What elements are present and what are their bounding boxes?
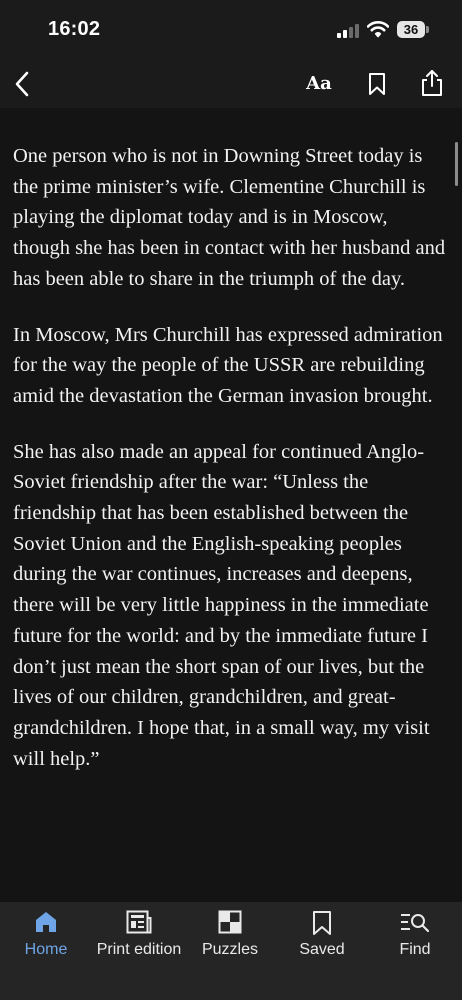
tab-find[interactable] [376, 902, 454, 970]
tab-home[interactable] [6, 902, 86, 970]
article-paragraph: She has also made an appeal for continued Anglo-Soviet friendship after the war: “Unless the friendship that has been established between the Soviet Union and the English-speaking peoples during the war continues, increases and deepens, there will be very little happiness in the immediate future for the world: and by the immediate future I don’t just mean the short span of our lives, but the lives of our children, grandchildren, and great-grandchildren. I hope that, in a small way, my visit will help.” [13, 440, 430, 770]
tab-saved[interactable] [283, 902, 361, 970]
bookmark-icon [368, 72, 386, 96]
tab-label: Saved [299, 941, 345, 958]
chevron-left-icon [14, 71, 30, 97]
share-button[interactable] [416, 64, 448, 102]
tab-label: Print edition [96, 941, 182, 958]
tab-label: Puzzles [201, 941, 259, 958]
battery-indicator: 36 [397, 21, 425, 38]
cellular-signal-icon [337, 24, 359, 38]
battery-tip [426, 26, 429, 33]
tab-label: Home [24, 941, 68, 958]
bottom-tab-bar [0, 902, 462, 1000]
article-toolbar [0, 60, 462, 108]
scroll-indicator[interactable] [455, 142, 458, 186]
article-paragraph: One person who is not in Downing Street today is the prime minister’s wife. Clementine Churchill is playing the diplomat today and is in Moscow, though she has been in contact with her husband and has been able to share in the triumph of the day. [13, 145, 446, 290]
search-list-icon [400, 910, 430, 934]
text-size-button[interactable]: Aa [306, 73, 332, 94]
share-icon [420, 69, 444, 97]
tab-label: Find [399, 941, 431, 958]
status-bar [0, 0, 462, 60]
bookmark-icon [312, 910, 332, 936]
puzzle-grid-icon [218, 910, 242, 934]
article-body[interactable] [0, 108, 462, 902]
wifi-icon [367, 20, 389, 38]
newspaper-icon [126, 910, 152, 934]
save-article-button[interactable] [362, 66, 392, 102]
tab-puzzles[interactable] [192, 902, 268, 970]
status-time: 16:02 [48, 18, 101, 40]
back-button[interactable] [4, 64, 40, 104]
article-paragraph: In Moscow, Mrs Churchill has expressed admiration for the way the people of the USSR are rebuilding amid the devastation the German invasion brought. [13, 323, 443, 407]
article-text [13, 141, 449, 799]
tab-print-edition[interactable] [88, 902, 190, 970]
home-icon [34, 910, 58, 934]
